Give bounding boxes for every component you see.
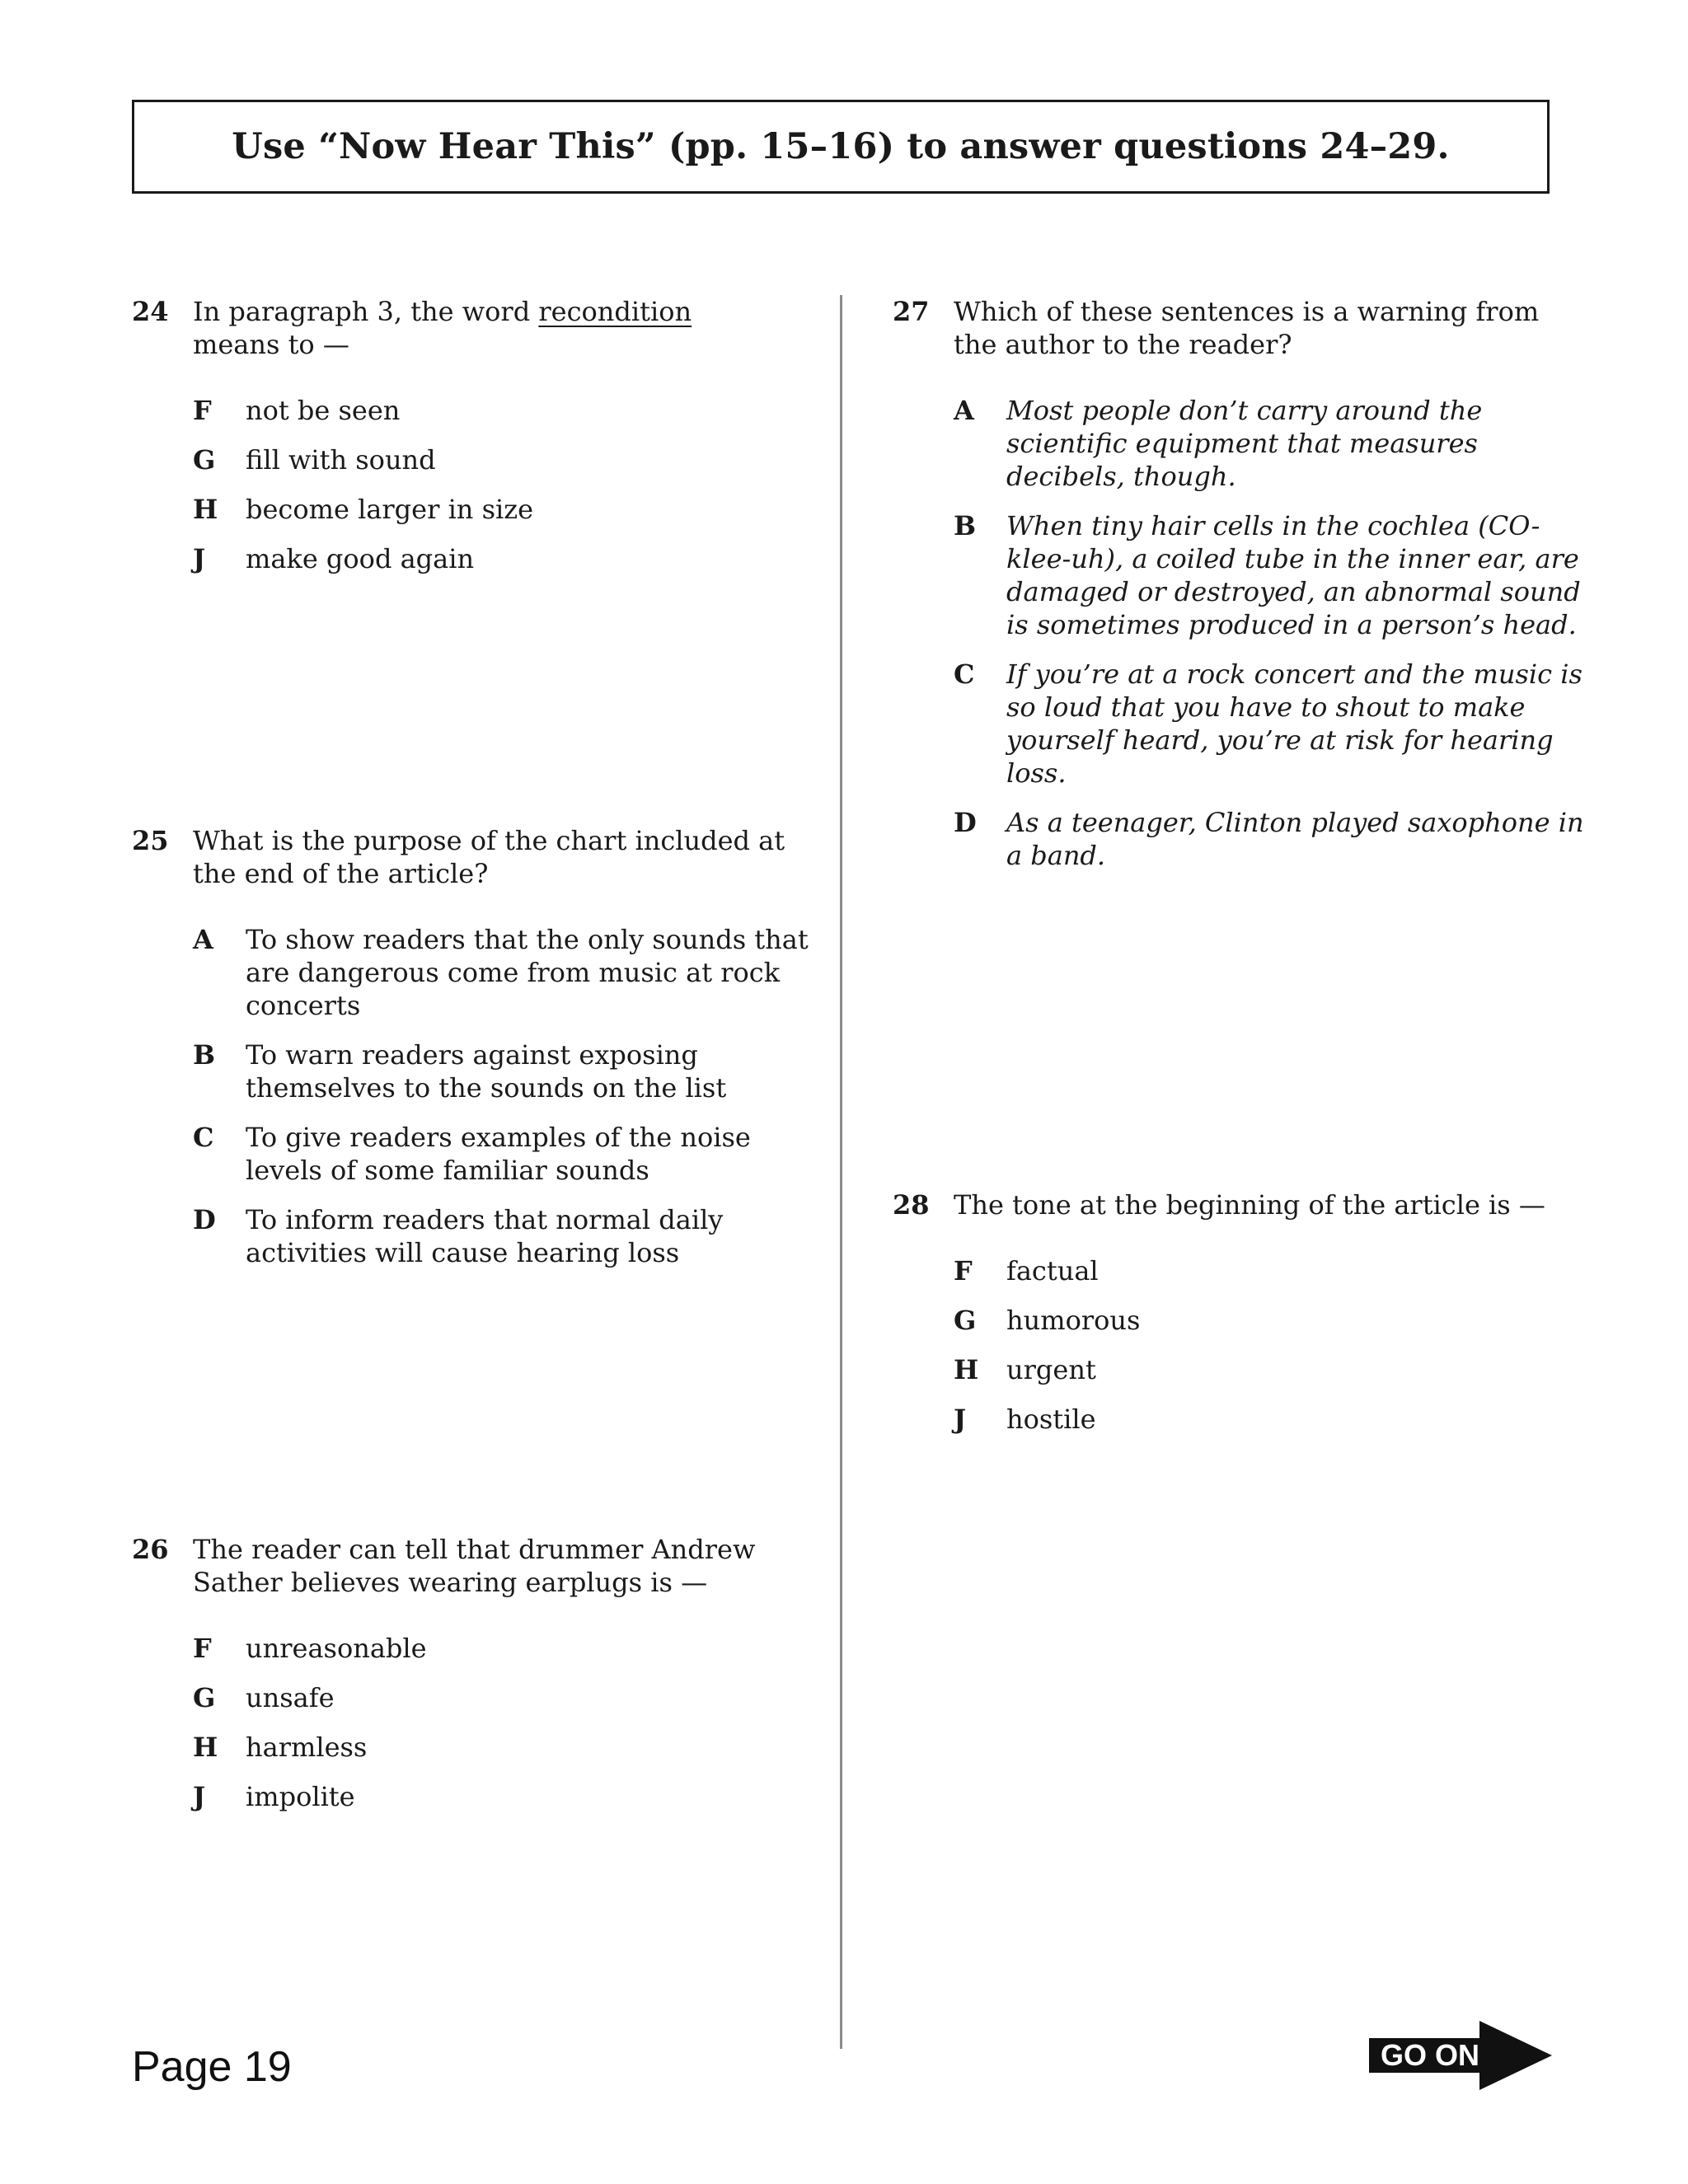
option-text: Most people don’t carry around the scientific equipment that measures decibels, though. (1006, 395, 1483, 492)
question-number: 26 (132, 1534, 169, 1565)
option-text: To inform readers that normal daily activities will cause hearing loss (246, 1204, 724, 1268)
option-letter: A (954, 395, 974, 426)
instruction-text: Use “Now Hear This” (pp. 15–16) to answer questions 24–29. (232, 126, 1450, 167)
option-text: urgent (1006, 1354, 1096, 1385)
option-letter: J (954, 1404, 967, 1435)
question-stem: The tone at the beginning of the article is — (954, 1189, 1545, 1221)
go-on-label: GO ON (1369, 2038, 1491, 2073)
option-text: make good again (246, 543, 475, 574)
option-text: fill with sound (246, 444, 436, 476)
option-text: impolite (246, 1781, 355, 1812)
option-text: become larger in size (246, 494, 534, 525)
option-text: To warn readers against exposing themselves to the sounds on the list (246, 1039, 727, 1104)
option-letter: J (193, 1781, 206, 1812)
option-letter: B (954, 510, 977, 541)
question-stem (193, 295, 692, 361)
option-letter: C (954, 658, 975, 690)
option-text: factual (1006, 1255, 1099, 1286)
go-on-indicator (1364, 2021, 1554, 2090)
option-letter: G (954, 1305, 977, 1336)
question-stem: The reader can tell that drummer Andrew Sather believes wearing earplugs is — (193, 1534, 756, 1598)
option-letter: G (193, 1682, 216, 1713)
question-stem: What is the purpose of the chart included at the end of the article? (193, 825, 785, 889)
option-text: To give readers examples of the noise levels of some familiar sounds (246, 1122, 751, 1186)
page-number: Page 19 (132, 2043, 292, 2091)
underlined-word: recondition (538, 296, 692, 327)
option-letter: F (193, 1633, 212, 1664)
option-text: If you’re at a rock concert and the music is so loud that you have to shout to make yourself heard, you’re at risk for hearing loss. (1006, 658, 1582, 789)
question-number: 25 (132, 825, 169, 856)
option-text: unreasonable (246, 1633, 427, 1664)
column-divider (840, 295, 842, 2049)
option-letter: C (193, 1122, 214, 1153)
option-letter: A (193, 924, 213, 955)
option-letter: H (193, 494, 218, 525)
option-letter: G (193, 444, 216, 476)
stem-line: means to — (193, 329, 349, 360)
stem-text: In paragraph 3, the word (193, 296, 539, 327)
option-letter: F (193, 395, 212, 426)
option-letter: H (193, 1732, 218, 1763)
option-text: not be seen (246, 395, 401, 426)
question-number: 24 (132, 296, 169, 327)
stem-line (193, 295, 692, 328)
question-number: 28 (893, 1189, 930, 1221)
option-text: When tiny hair cells in the cochlea (CO- klee-uh), a coiled tube in the inner ear, are damaged or destroyed, an abnormal sound is sometimes produced in a person’s head. (1006, 510, 1581, 640)
option-text: As a teenager, Clinton played saxophone in a band. (1006, 807, 1584, 871)
option-text: To show readers that the only sounds that are dangerous come from music at rock concerts (246, 924, 809, 1021)
option-text: hostile (1006, 1404, 1096, 1435)
option-text: humorous (1006, 1305, 1141, 1336)
option-letter: D (193, 1204, 216, 1235)
question-stem: Which of these sentences is a warning from the author to the reader? (954, 296, 1540, 360)
option-letter: J (193, 543, 206, 574)
option-letter: H (954, 1354, 979, 1385)
option-text: harmless (246, 1732, 368, 1763)
option-letter: F (954, 1255, 973, 1286)
option-letter: D (954, 807, 977, 838)
option-text: unsafe (246, 1682, 335, 1713)
instruction-box (132, 100, 1550, 194)
question-number: 27 (893, 296, 930, 327)
option-letter: B (193, 1039, 216, 1071)
